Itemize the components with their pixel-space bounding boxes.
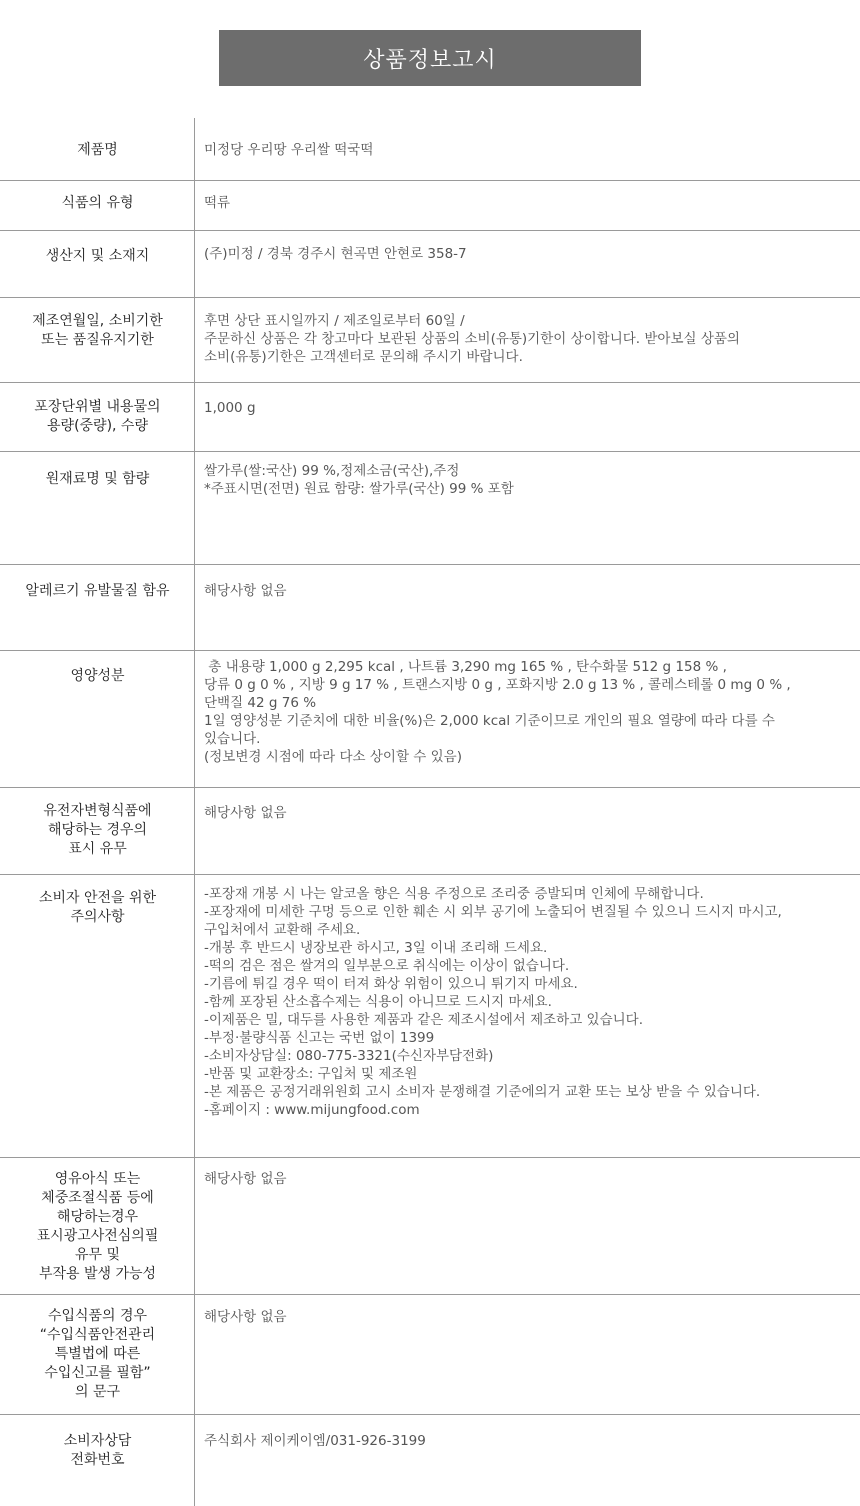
column-divider	[194, 231, 195, 297]
row-label: 영양성분	[70, 668, 125, 684]
table-row	[0, 651, 860, 788]
column-divider	[194, 1415, 195, 1506]
row-label: 소비자 안전을 위한 주의사항	[38, 890, 157, 925]
column-divider	[194, 298, 195, 382]
row-value: 해당사항 없음	[204, 1171, 287, 1187]
table-row	[0, 1295, 860, 1415]
row-label: 제조연월일, 소비기한 또는 품질유지기한	[32, 313, 163, 348]
column-divider	[194, 875, 195, 1157]
row-value: 후면 상단 표시일까지 / 제조일로부터 60일 / 주문하신 상품은 각 창고마다 보관된 상품의 소비(유통)기한이 상이합니다. 받아보실 상품의 소비(유통)기한은 고객센터로 문의해 주시기 바랍니다.	[204, 313, 740, 365]
column-divider	[194, 651, 195, 787]
table-row	[0, 452, 860, 565]
row-value: 해당사항 없음	[204, 805, 287, 821]
table-row	[0, 875, 860, 1158]
row-value: 쌀가루(쌀:국산) 99 %,정제소금(국산),주정 *주표시면(전면) 원료 함량: 쌀가루(국산) 99 % 포함	[204, 463, 514, 497]
row-value: 1,000 g	[204, 400, 256, 416]
table-row	[0, 1158, 860, 1295]
column-divider	[194, 1158, 195, 1294]
row-value: 떡류	[204, 195, 231, 211]
row-label: 제품명	[77, 142, 118, 158]
table-row	[0, 298, 860, 383]
table-row	[0, 231, 860, 298]
table-row	[0, 565, 860, 651]
row-value: 해당사항 없음	[204, 1309, 287, 1325]
row-value: -포장재 개봉 시 나는 알코올 향은 식용 주정으로 조리중 증발되며 인체에 무해합니다. -포장재에 미세한 구멍 등으로 인한 훼손 시 외부 공기에 노출되어 변질될 수 있으니 드시지 마시고, 구입처에서 교환해 주세요. -개봉 후 반드시 냉장보관 하시고, 3일 이내 조리해 드세요. -떡의 검은 점은 쌀겨의 일부분으로 취식에는 이상이 없습니다. -기름에 튀길 경우 떡이 터져 화상 위험이 있으니 튀기지 마세요. -함께 포장된 산소흡수제는 식용이 아니므로 드시지 마세요. -이제품은 밀, 대두를 사용한 제품과 같은 제조시설에서 제조하고 있습니다. -부정·불량식품 신고는 국번 없이 1399 -소비자상담실: 080-775-3321(수신자부담전화) -반품 및 교환장소: 구입처 및 제조원 -본 제품은 공정거래위원회 고시 소비자 분쟁해결 기준에의거 교환 또는 보상 받을 수 있습니다. -홈페이지 : www.mijungfood.com	[204, 886, 782, 1118]
row-label: 알레르기 유발물질 함유	[25, 583, 170, 599]
table-row	[0, 383, 860, 452]
row-label: 수입식품의 경우 “수입식품안전관리 특별법에 따른 수입신고를 필함” 의 문구	[39, 1308, 156, 1400]
row-label: 소비자상담 전화번호	[63, 1433, 132, 1468]
column-divider	[194, 383, 195, 451]
row-value: (주)미정 / 경북 경주시 현곡면 안현로 358-7	[204, 246, 467, 262]
table-row	[0, 118, 860, 181]
row-label: 영유아식 또는 체중조절식품 등에 해당하는경우 표시광고사전심의필 유무 및 부작용 발생 가능성	[36, 1171, 159, 1282]
row-value: 주식회사 제이케이엠/031-926-3199	[204, 1433, 426, 1449]
column-divider	[194, 1295, 195, 1414]
row-label: 원재료명 및 함량	[45, 471, 150, 487]
column-divider	[194, 565, 195, 650]
table-row	[0, 1415, 860, 1506]
row-label: 포장단위별 내용물의 용량(중량), 수량	[34, 399, 161, 434]
row-value: 해당사항 없음	[204, 583, 287, 599]
row-value: 총 내용량 1,000 g 2,295 kcal , 나트륨 3,290 mg 165 % , 탄수화물 512 g 158 % , 당류 0 g 0 % , 지방 9 g 17 % , 트랜스지방 0 g , 포화지방 2.0 g 13 % , 콜레스테롤 0 mg 0 % , 단백질 42 g 76 % 1일 영양성분 기준치에 대한 비율(%)은 2,000 kcal 기준이므로 개인의 필요 열량에 따라 다를 수 있습니다. (정보변경 시점에 따라 다소 상이할 수 있음)	[204, 659, 791, 765]
table-row	[0, 788, 860, 875]
page-title: 상품정보고시	[219, 30, 641, 86]
row-label: 생산지 및 소재지	[45, 248, 150, 264]
table-row	[0, 181, 860, 231]
column-divider	[194, 181, 195, 230]
column-divider	[194, 788, 195, 874]
column-divider	[194, 452, 195, 564]
row-label: 식품의 유형	[61, 195, 134, 211]
row-label: 유전자변형식품에 해당하는 경우의 표시 유무	[43, 803, 152, 857]
row-value: 미정당 우리땅 우리쌀 떡국떡	[204, 142, 374, 158]
column-divider	[194, 118, 195, 180]
